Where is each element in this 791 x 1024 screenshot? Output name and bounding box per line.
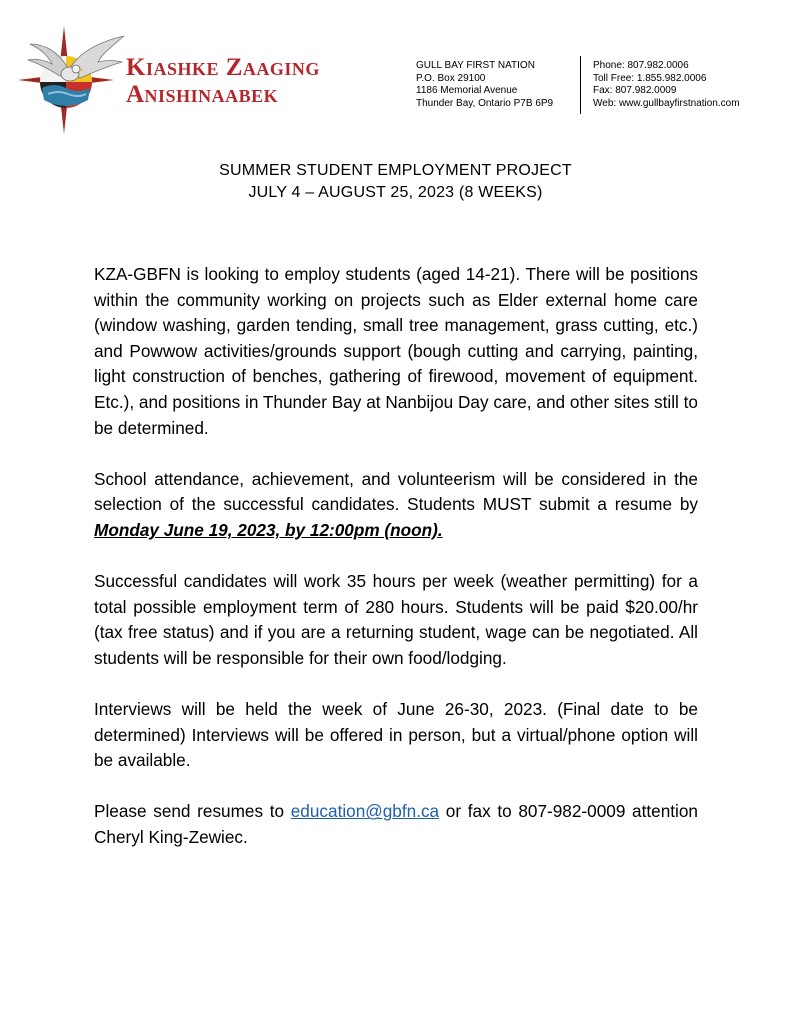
contact-text-end: or fax to 807-982-0009 attention Cheryl King-Zewiec.: [94, 801, 698, 848]
contact-info: [593, 60, 740, 110]
title-line1: SUMMER STUDENT EMPLOYMENT PROJECT: [219, 162, 572, 179]
contact-text-start: Please send resumes to: [94, 801, 291, 822]
address-line: 1186 Memorial Avenue: [416, 85, 518, 96]
eagle-compass-logo: [18, 22, 138, 140]
website: Web: www.gullbayfirstnation.com: [593, 97, 740, 109]
address-line: Thunder Bay, Ontario P7B 6P9: [416, 97, 554, 109]
paragraph-interviews: Interviews will be held the week of June 26-30, 2023. (Final date to be determined) Interviews will be offered in person, but a virtual/phone option will be available.: [94, 699, 698, 771]
selection-text: School attendance, achievement, and volunteerism will be considered in the selection of the successful candidates. Students MUST submit a resume by: [94, 468, 698, 515]
paragraph-selection: [94, 467, 698, 544]
letterhead-divider: [580, 56, 581, 114]
fax-number: Fax: 807.982.0009: [593, 85, 677, 96]
organization-name-line2: Anishinaabek: [126, 81, 279, 108]
paragraph-hours-pay: Successful candidates will work 35 hours per week (weather permitting) for a total possible employment term of 280 hours. Students will be paid $20.00/hr (tax free status) and if you are a returning student, wage can be negotiated. All students will be responsible for their own food/lodging.: [94, 571, 698, 668]
document-title: [0, 160, 791, 204]
organization-name-line1: Kiashke Zaaging: [126, 54, 320, 81]
paragraph-positions: KZA-GBFN is looking to employ students (aged 14-21). There will be positions within the community working on projects such as Elder external home care (window washing, garden tending, small tree management, grass cutting, etc.) and Powwow activities/grounds support (bough cutting and carrying, painting, light construction of benches, gathering of firewood, movement of equipment. Etc.), and positions in Thunder Bay at Nanbijou Day care, and other sites still to be determined.: [94, 264, 698, 438]
address-line: P.O. Box 29100: [416, 72, 486, 84]
mailing-address: [416, 60, 553, 110]
resume-deadline: Monday June 19, 2023, by 12:00pm (noon).: [94, 519, 443, 540]
toll-free-number: Toll Free: 1.855.982.0006: [593, 72, 707, 84]
title-line2: JULY 4 – AUGUST 25, 2023 (8 WEEKS): [248, 184, 543, 201]
letterhead: [0, 0, 791, 140]
organization-name: [126, 54, 320, 108]
email-link[interactable]: education@gbfn.ca: [290, 801, 440, 822]
paragraph-contact: [94, 799, 698, 850]
document-body: [94, 262, 698, 876]
phone-number: Phone: 807.982.0006: [593, 60, 689, 71]
address-line: GULL BAY FIRST NATION: [416, 60, 535, 71]
